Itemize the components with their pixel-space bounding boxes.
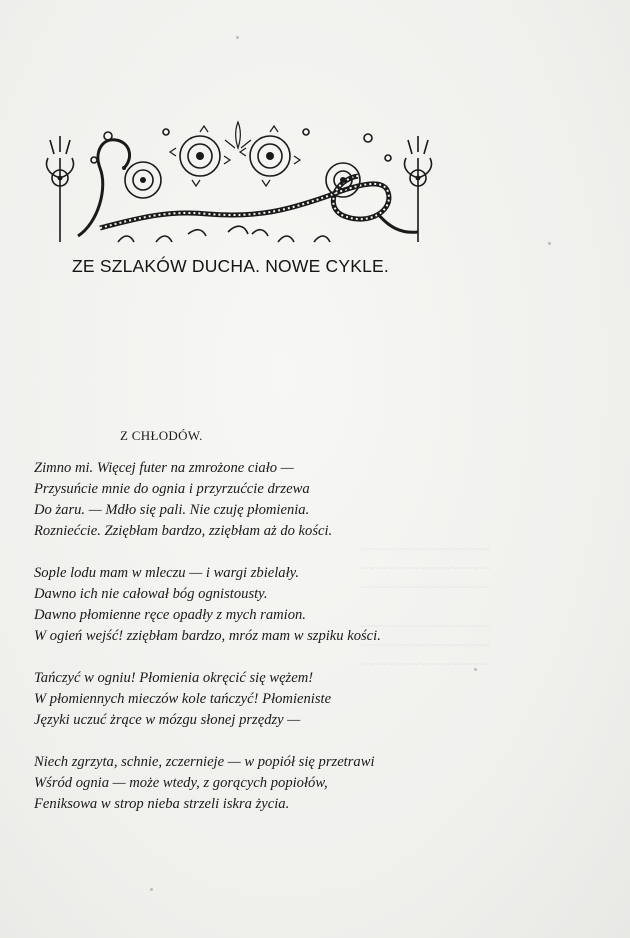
verse-line: Sople lodu mam w mleczu — i wargi zbielały. [34, 565, 299, 581]
verse-line: Rozniećcie. Zziębłam bardzo, zziębłam aż do kości. [34, 523, 333, 539]
section-title: ZE SZLAKÓW DUCHA. NOWE CYKLE. [72, 256, 389, 276]
verse-line: Dawno płomienne ręce opadły z mych ramion. [34, 607, 306, 623]
bleed-through-text: ~~~~~~~~~~~~~~~~~~~~ ~~~~~~~~~~~~~~~~~~~~ ~~~~~~~~~~~~~~~~~~~~ ~~~~~~~~~~~~~~~~~~~~ ~~~~~~~~~~~~~~~~~~~~ ~~~~~~~~~~~~~~~~~~~~ [360, 542, 490, 671]
verse-line: Wśród ognia — może wtedy, z gorących popiołów, [34, 775, 328, 791]
stanza [34, 458, 454, 542]
stanza [34, 563, 454, 647]
verse-line: Niech zgrzyta, schnie, zczernieje — w popiół się przetrawi [34, 754, 375, 770]
stanza [34, 668, 454, 731]
verse-line: Dawno ich nie całował bóg ognistousty. [34, 586, 268, 602]
paper-speck [474, 668, 477, 671]
verse-line: W płomiennych mieczów kole tańczyć! Płomieniste [34, 691, 332, 707]
verse-line: Zimno mi. Więcej futer na zmrożone ciało — [34, 460, 294, 476]
verse-line: Tańczyć w ogniu! Płomienia okręcić się wężem! [34, 670, 314, 686]
paper-speck [548, 242, 551, 245]
poem-title: Z CHŁODÓW. [120, 428, 203, 443]
verse-line: Przysuńcie mnie do ognia i przyrzućcie drzewa [34, 481, 310, 497]
decorative-headpiece [38, 118, 446, 250]
poem-body [34, 458, 454, 836]
paper-speck [236, 36, 239, 39]
verse-line: W ogień wejść! zziębłam bardzo, mróz mam w szpiku kości. [34, 628, 381, 644]
verse-line: Feniksowa w strop nieba strzeli iskra życia. [34, 796, 290, 812]
verse-line: Języki uczuć żrące w mózgu słonej przędzy — [34, 712, 301, 728]
paper-speck [150, 888, 153, 891]
stanza [34, 752, 454, 815]
verse-line: Do żaru. — Mdło się pali. Nie czuję płomienia. [34, 502, 310, 518]
